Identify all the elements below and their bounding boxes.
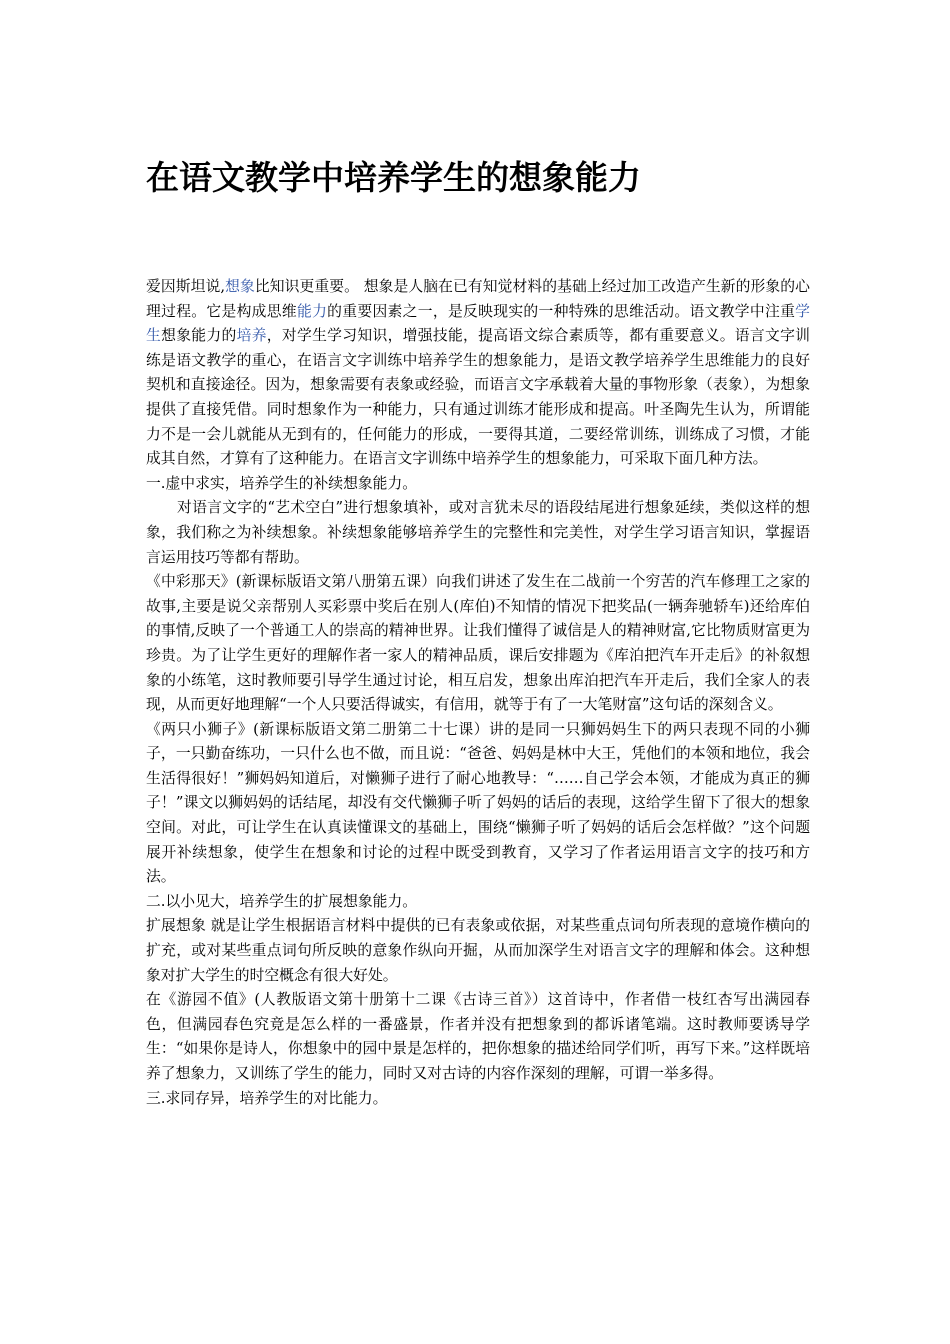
section-heading-2: 二.以小见大，培养学生的扩展想象能力。	[146, 892, 418, 910]
section1-paragraph-3: 《两只小狮子》(新课标版语文第二册第二十七课）讲的是同一只狮妈妈生下的两只表现不同的小狮子，一只勤奋练功，一只什么也不做，而且说：“爸爸、妈妈是林中大王，凭他们的本领和地位，我会生活得很好！”狮妈妈知道后，对懒狮子进行了耐心地教导：“……自己学会本领，才能成为真正的狮子！”课文以狮妈妈的话结尾，却没有交代懒狮子听了妈妈的话后的表现，这给学生留下了很大的想象空间。对此，可让学生在认真读懂课文的基础上，围绕“懒狮子听了妈妈的话后会怎样做？”这个问题展开补续想象，使学生在想象和讨论的过程中既受到教育，又学习了作者运用语言文字的技巧和方法。	[146, 720, 810, 886]
intro-text-e: ，对学生学习知识，增强技能，提高语文综合素质等，都有重要意义。语言文字训练是语文教学的重心，在语言文字训练中培养学生的想象能力，是语文教学培养学生思维能力的良好契机和直接途径。因为，想象需要有表象或经验，而语言文字承载着大量的事物形象（表象），为想象提供了直接凭借。同时想象作为一种能力，只有通过训练才能形成和提高。叶圣陶先生认为，所谓能力不是一会儿就能从无到有的，任何能力的形成，一要得其道，二要经常训练，训练成了习惯，才能成其自然，才算有了这种能力。在语言文字训练中培养学生的想象能力，可采取下面几种方法。	[146, 327, 810, 468]
link-ability[interactable]: 能力	[296, 302, 328, 320]
link-student[interactable]: 学生	[146, 302, 810, 345]
section2-paragraph-1: 扩展想象 就是让学生根据语言材料中提供的已有表象或依据，对某些重点词句所表现的意境作横向的扩充，或对某些重点词句所反映的意象作纵向开掘，从而加深学生对语言文字的理解和体会。这种想象对扩大学生的时空概念有很大好处。	[146, 917, 810, 984]
intro-text-b: 比知识更重要。 想象是人脑在已有知觉材料的基础上经过加工改造产生新的形象的心理过程。它是构成思维	[146, 278, 810, 320]
section-heading-3: 三.求同存异，培养学生的对比能力。	[146, 1089, 388, 1107]
link-cultivate[interactable]: 培养	[236, 327, 267, 345]
section-heading-1: 一.虚中求实，培养学生的补续想象能力。	[146, 474, 418, 492]
intro-paragraph	[146, 275, 810, 472]
section1-paragraph-1: 对语言文字的“艺术空白”进行想象填补，或对言犹未尽的语段结尾进行想象延续，类似这样的想象，我们称之为补续想象。补续想象能够培养学生的完整性和完美性，对学生学习语言知识，掌握语言运用技巧等都有帮助。	[146, 499, 810, 566]
document-title: 在语文教学中培养学生的想象能力	[146, 158, 641, 197]
intro-text-c: 的重要因素之一，是反映现实的一种特殊的思维活动。语文教学中注重	[327, 302, 796, 320]
section2-paragraph-2: 在《游园不值》(人教版语文第十册第十二课《古诗三首》）这首诗中，作者借一枝红杏写出满园春色，但满园春色究竟是怎么样的一番盛景，作者并没有把想象到的都诉诸笔端。这时教师要诱导学生：“如果你是诗人，你想象中的园中景是怎样的，把你想象的描述给同学们听，再写下来。”这样既培养了想象力，又训练了学生的能力，同时又对古诗的内容作深刻的理解，可谓一举多得。	[146, 991, 810, 1082]
intro-text-a: 爱因斯坦说,	[146, 278, 226, 295]
section1-paragraph-2: 《中彩那天》(新课标版语文第八册第五课）向我们讲述了发生在二战前一个穷苦的汽车修理工之家的故事,主要是说父亲帮别人买彩票中奖后在别人(库伯)不知情的情况下把奖品(一辆奔驰轿车)还给库伯的事情,反映了一个普通工人的崇高的精神世界。让我们懂得了诚信是人的精神财富,它比物质财富更为珍贵。为了让学生更好的理解作者一家人的精神品质，课后安排题为《库泊把汽车开走后》的补叙想象的小练笔，这时教师要引导学生通过讨论，相互启发，想象出库泊把汽车开走后，我们全家人的表现，从而更好地理解“一个人只要活得诚实，有信用，就等于有了一大笔财富”这句话的深刻含义。	[146, 573, 810, 714]
document-body	[146, 275, 810, 1111]
link-imagination[interactable]: 想象	[225, 278, 255, 295]
intro-text-d: 想象能力的	[161, 327, 237, 345]
